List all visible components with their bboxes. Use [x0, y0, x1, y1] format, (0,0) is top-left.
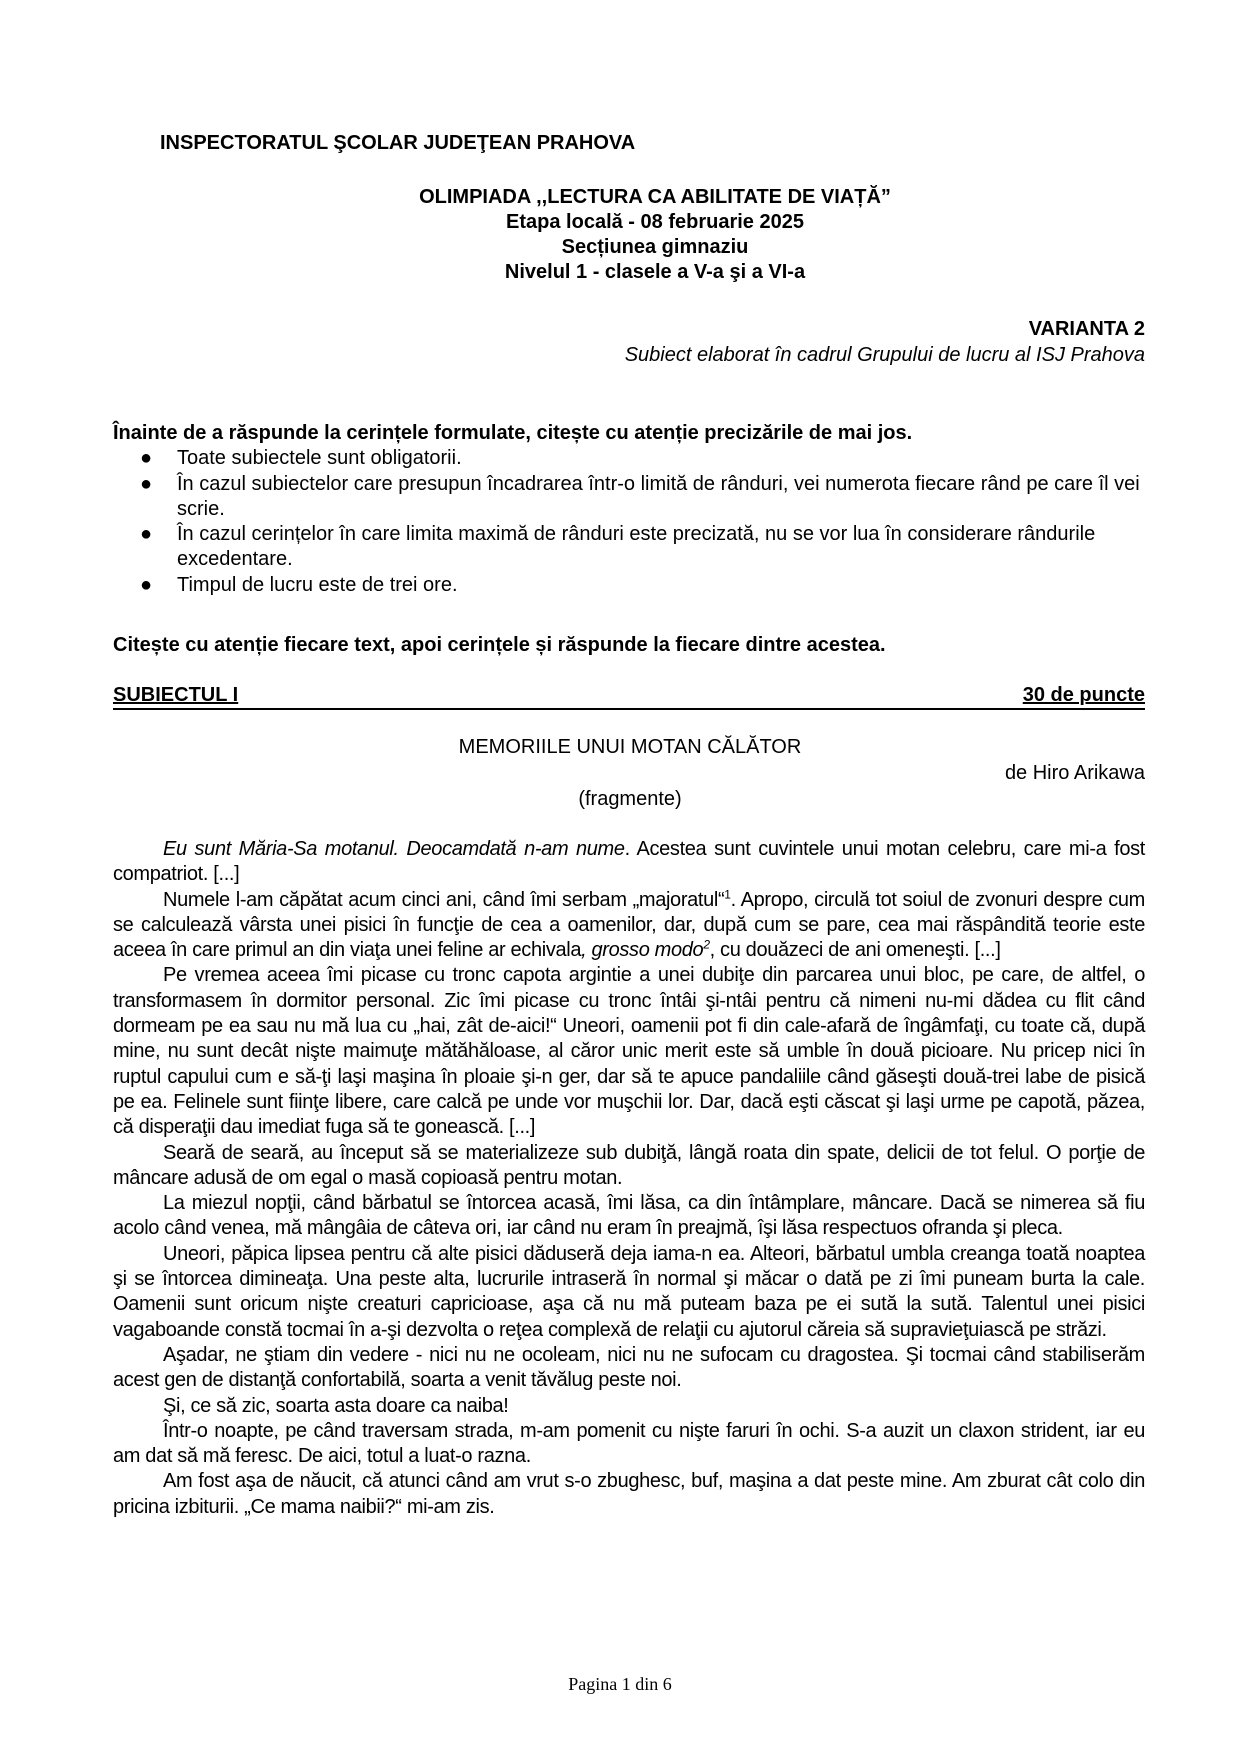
instructions-closing: Citește cu atenție fiecare text, apoi cerințele și răspunde la fiecare dintre acestea. — [113, 634, 886, 656]
olympiad-title: OLIMPIADA ,,LECTURA CA ABILITATE DE VIAȚĂ” — [419, 186, 891, 208]
paragraph — [113, 1242, 1145, 1343]
list-item — [113, 522, 1145, 573]
bullet-text: Timpul de lucru este de trei ore. — [177, 573, 458, 596]
text-segment: Într-o noapte, pe când traversam strada, m-am pomenit cu nişte faruri în ochi. S-a auzit un claxon strident, iar eu am dat să mă feresc. De aici, totul a luat-o razna. — [113, 1419, 1145, 1468]
paragraph — [113, 837, 1145, 888]
bullet-icon: ● — [140, 573, 153, 596]
credit-line: Subiect elaborat în cadrul Grupului de lucru al ISJ Prahova — [624, 344, 1145, 366]
instructions-lead: Înainte de a răspunde la cerințele formulate, citește cu atenție precizările de mai jos. — [113, 422, 913, 444]
bullet-text: În cazul subiectelor care presupun încadrarea într-o limită de rânduri, vei numerota fiecare rând pe care îl vei scrie. — [177, 472, 1140, 520]
fragment-note: (fragmente) — [578, 788, 682, 810]
subject-points: 30 de puncte — [1022, 684, 1145, 706]
page-number: Pagina 1 din 6 — [568, 1674, 672, 1694]
paragraph — [113, 1394, 1145, 1419]
text-author: de Hiro Arikawa — [1004, 762, 1145, 784]
paragraph — [113, 888, 1145, 964]
text-segment: Aşadar, ne ştiam din vedere - nici nu ne ocoleam, nici nu ne sufocam cu dragostea. Şi tocmai când stabiliserăm acest gen de distanţă confortabilă, soarta a venit tăvălug peste noi. — [113, 1343, 1145, 1392]
paragraph — [113, 1469, 1145, 1520]
paragraph — [113, 1141, 1145, 1192]
instructions — [113, 421, 1145, 598]
subject-label: SUBIECTUL I — [113, 684, 239, 706]
paragraph — [113, 1191, 1145, 1242]
text-segment: , cu douăzeci de ani omeneşti. [...] — [709, 939, 1001, 962]
stage-date: Etapa locală - 08 februarie 2025 — [506, 211, 804, 233]
text-segment: Şi, ce să zic, soarta asta doare ca naiba! — [163, 1394, 509, 1417]
footnote-marker: 1 — [724, 886, 731, 901]
text-segment: Am fost aşa de năucit, că atunci când am vrut s-o zbughesc, buf, maşina a dat peste mine. Am zburat cât colo din pricina izbiturii. „Ce mama naibii?“ mi-am zis. — [113, 1470, 1145, 1518]
bullet-icon: ● — [140, 447, 153, 470]
text-segment: Uneori, păpica lipsea pentru că alte pisici dăduseră deja iama-n ea. Alteori, bărbatul umbla creanga toată noaptea şi se întorcea dimineaţa. Una peste alta, lucrurile intraseră în normal şi măcar o dată pe zi îmi puneam burta la cale. Oamenii sunt oricum nişte creaturi capricioase, aşa că nu mă puteam baza pe ei sută la sută. Talentul unei pisici vagaboande constă tocmai în a-şi dezvolta o reţea complexă de relaţii cu ajutorul căreia să supravieţuiască pe străzi. — [113, 1242, 1145, 1341]
text-segment: Pe vremea aceea îmi picase cu tronc capota argintie a unei dubiţe din parcarea unui bloc, pe care, de altfel, o transformasem în dormitor personal. Zic îmi picase cu tronc întâi şi-ntâi pentru că nimeni nu-mi dădea cu flit când dormeam pe ea sau nu mă lua cu „hai, zât de-aici!“ Uneori, oamenii pot fi din cale-afară de îngâmfaţi, cu toate că, după mine, nu sunt decât nişte maimuţe mătăhăloase, al căror unic merit este să umble în două picioare. Nu pricep nici în ruptul capului cum e să-ţi laşi maşina în ploaie şi-n ger, dar să te apuce pandaliile când găseşti două-trei labe de pisică pe ea. Felinele sunt fiinţe libere, care calcă pe unde vor muşchii lor. Dar, dacă eşti căscat şi laşi urme pe capotă, păzea, că disperaţii dau imediat fuga să te gonească. [...] — [113, 964, 1145, 1139]
text-segment: Eu sunt Măria-Sa motanul. Deocamdată n-am nume — [163, 838, 625, 860]
text-body — [113, 837, 1145, 1520]
variant-label: VARIANTA 2 — [1028, 318, 1145, 340]
bullet-icon: ● — [140, 472, 153, 495]
list-item — [113, 446, 1145, 471]
subject-header — [113, 684, 1145, 710]
bullet-text: În cazul cerințelor în care limita maximă de rânduri este precizată, nu se vor lua în considerare rândurile excedentare. — [177, 523, 1096, 571]
text-segment: Numele l-am căpătat acum cinci ani, când îmi serbam „majoratul“ — [163, 888, 725, 911]
text-segment: , grosso modo — [581, 939, 704, 962]
institution-heading: INSPECTORATUL ŞCOLAR JUDEŢEAN PRAHOVA — [160, 132, 636, 154]
paragraph — [113, 1419, 1145, 1470]
level-name: Nivelul 1 - clasele a V-a şi a VI-a — [504, 261, 806, 283]
list-item — [113, 472, 1145, 523]
text-title: MEMORIILE UNUI MOTAN CĂLĂTOR — [458, 736, 802, 758]
list-item — [113, 573, 1145, 598]
bullet-text: Toate subiectele sunt obligatorii. — [177, 447, 462, 470]
footnote-marker: 2 — [703, 937, 710, 952]
instructions-list — [113, 446, 1145, 598]
text-segment: Seară de seară, au început să se materializeze sub dubiţă, lângă roata din spate, delicii de tot felul. O porţie de mâncare adusă de om egal o masă copioasă pentru motan. — [113, 1141, 1145, 1189]
paragraph — [113, 963, 1145, 1140]
bullet-icon: ● — [140, 523, 153, 546]
title-block — [0, 185, 1240, 285]
paragraph — [113, 1343, 1145, 1394]
text-segment: . Apropo, circulă tot soiul de zvonuri despre cum se calculează vârsta unei pisici în funcţie de cea a oamenilor, dar, după cum se pare, cea mai răspândită teorie este aceea în care primul an din viaţa unei feline ar echivala — [113, 888, 1145, 962]
section-name: Secțiunea gimnaziu — [561, 236, 749, 258]
text-segment: . Acestea sunt cuvintele unui motan celebru, care mi-a fost compatriot. [...] — [113, 838, 1146, 886]
text-segment: La miezul nopţii, când bărbatul se întorcea acasă, îmi lăsa, ca din întâmplare, mâncare. Dacă se nimerea să fiu acolo când venea, mă mângâia de câteva ori, iar când nu eram în preajmă, îşi lăsa respectuos ofranda şi pleca. — [113, 1192, 1145, 1240]
